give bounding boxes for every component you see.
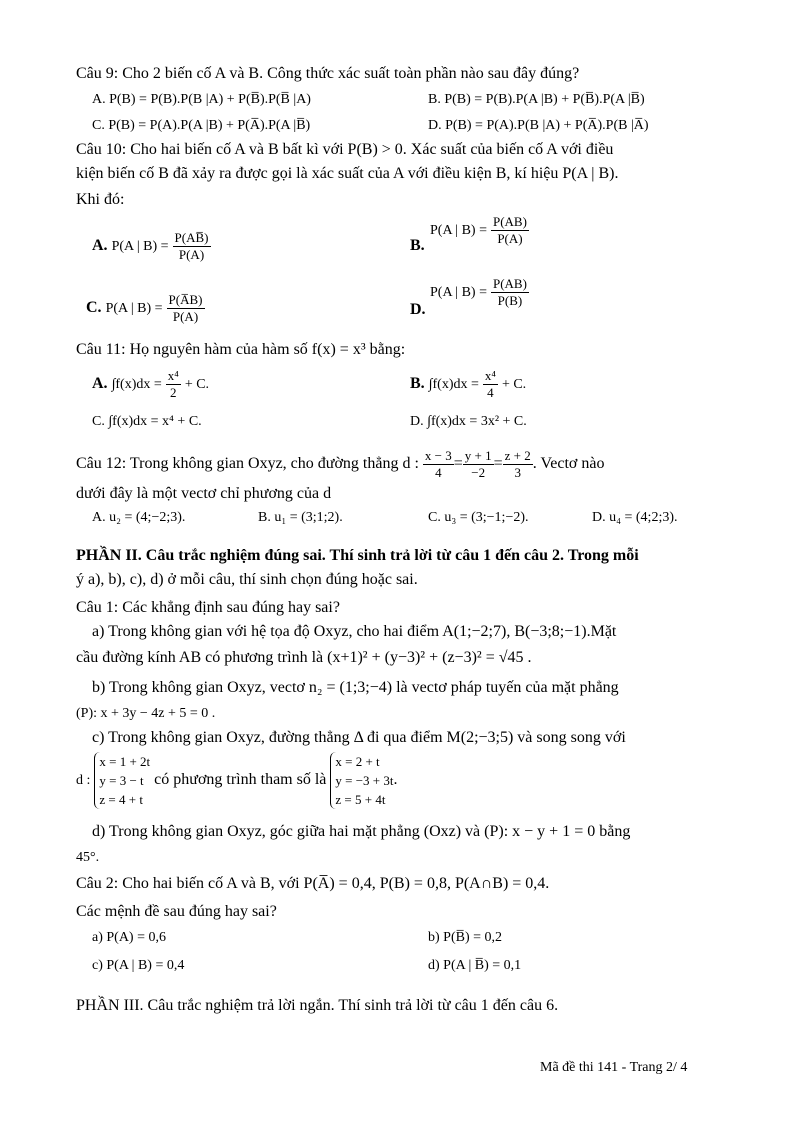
q10-a-fraction (173, 230, 211, 263)
q12-fx-num: x − 3 (424, 448, 452, 463)
q11-a-tail: + C. (184, 377, 210, 393)
p2q1-c-system2 (330, 752, 393, 809)
q10-option-b (410, 214, 527, 247)
p2q2-b: b) P(B̅) = 0,2 (428, 930, 503, 945)
q10-c-den: P(A) (172, 309, 199, 324)
p2q2-a: a) P(A) = 0,6 (92, 930, 166, 945)
p2q1-stem: Câu 1: Các khẳng định sau đúng hay sai? (76, 599, 340, 616)
q10-c-label: C. (86, 299, 102, 317)
q11-b-tail: + C. (501, 377, 527, 393)
q12-frac-x (423, 448, 454, 481)
q10-option-c (86, 292, 205, 325)
p2q1-c-system1 (94, 752, 150, 809)
q12-fz-num: z + 2 (504, 448, 531, 463)
q10-a-label: A. (92, 237, 108, 255)
p2q1-a-line2: cầu đường kính AB có phương trình là (x+1)² + (y−3)² + (z−3)² = √45 . (76, 649, 532, 666)
q10-d-lhs: P(A | B) = (430, 285, 487, 301)
page-footer: Mã đề thi 141 - Trang 2/ 4 (540, 1060, 688, 1075)
p2q1-b-line1: b) Trong không gian Oxyz, vectơ n₂ = (1;3;−4) là vectơ pháp tuyến của mặt phẳng (92, 679, 619, 696)
q10-d-den: P(B) (497, 293, 523, 308)
q9-option-d: D. P(B) = P(A).P(B |A) + P(A̅).P(B |A̅) (428, 118, 649, 133)
q11-b-lhs: ∫f(x)dx = (428, 377, 479, 393)
p2q1-c-mid: có phương trình tham số là (154, 771, 327, 789)
q12-fz-den: 3 (514, 465, 521, 480)
p2q2-line2: Các mệnh đề sau đúng hay sai? (76, 903, 277, 920)
q12-option-d: D. u₄ = (4;2;3). (592, 510, 678, 525)
part2-heading-line2: ý a), b), c), d) ở mỗi câu, thí sinh chọn đúng hoặc sai. (76, 571, 418, 588)
q10-a-lhs: P(A | B) = (111, 239, 169, 255)
q10-line2: kiện biến cố B đã xảy ra được gọi là xác suất của A với điều kiện B, kí hiệu P(A | B). (76, 165, 619, 182)
q12-stem: Câu 12: Trong không gian Oxyz, cho đường thẳng d : $\frac{x - 3}{4}$ = $\frac{y + 1}{-2}$ = $\frac{z + 2}{3}$ . Vectơ nào (76, 448, 605, 480)
q12-pre: Câu 12: Trong không gian Oxyz, cho đường thẳng d : (76, 455, 419, 473)
sys2-row2: y = −3 + 3t (335, 773, 394, 788)
p2q1-c-systems (76, 752, 398, 809)
q11-stem: Câu 11: Họ nguyên hàm của hàm số f(x) = x³ bằng: (76, 341, 406, 358)
q12-fy-den: −2 (471, 465, 486, 480)
q12-option-b: B. u₁ = (3;1;2). (258, 510, 343, 525)
q12-post: . Vectơ nào (532, 455, 605, 473)
q12-option-c: C. u₃ = (3;−1;−2). (428, 510, 529, 525)
q11-option-a (92, 368, 209, 401)
q11-a-label: A. (92, 375, 108, 393)
p2q1-d-line2: 45°. (76, 850, 100, 865)
p2q2-c: c) P(A | B) = 0,4 (92, 958, 185, 973)
q11-option-b (410, 368, 526, 401)
q10-b-num: P(AB) (492, 214, 527, 229)
p2q1-b-line2: (P): x + 3y − 4z + 5 = 0 . (76, 706, 216, 721)
q10-option-a (92, 230, 211, 263)
q11-a-den: 2 (170, 385, 177, 400)
q12-frac-y (463, 448, 494, 481)
part2-heading-line1: PHẦN II. Câu trắc nghiệm đúng sai. Thí sinh trả lời từ câu 1 đến câu 2. Trong mỗi (76, 547, 639, 564)
q10-c-num: P(A̅B) (168, 292, 203, 307)
q11-b-den: 4 (487, 385, 494, 400)
p2q1-a-line1: a) Trong không gian với hệ tọa độ Oxyz, cho hai điểm A(1;−2;7), B(−3;8;−1).Mặt (92, 623, 617, 640)
q10-c-lhs: P(A | B) = (105, 301, 163, 317)
q12-fx-den: 4 (435, 465, 442, 480)
q12-line2: dưới đây là một vectơ chỉ phương của d (76, 485, 332, 502)
q10-c-fraction (167, 292, 205, 325)
q11-a-fraction (166, 368, 181, 401)
q9-option-c: C. P(B) = P(A).P(A |B) + P(A̅).P(A |B̅) (92, 118, 311, 133)
q12-fy-num: y + 1 (464, 448, 492, 463)
q10-d-fraction (491, 276, 529, 309)
part3-heading: PHẦN III. Câu trắc nghiệm trả lời ngắn. Thí sinh trả lời từ câu 1 đến câu 6. (76, 997, 559, 1014)
q11-option-d: D. ∫f(x)dx = 3x² + C. (410, 414, 527, 429)
q10-line1: Câu 10: Cho hai biến cố A và B bất kì với P(B) > 0. Xác suất của biến cố A với điều (76, 141, 614, 158)
q12-frac-z (503, 448, 533, 481)
q10-a-num: P(AB̅) (174, 230, 209, 245)
q10-b-lhs: P(A | B) = (430, 223, 487, 239)
q10-line3: Khi đó: (76, 191, 125, 208)
q10-b-fraction (491, 214, 529, 247)
sys1-row3: z = 4 + t (99, 792, 143, 807)
sys2-row3: z = 5 + 4t (335, 792, 386, 807)
p2q2-stem: Câu 2: Cho hai biến cố A và B, với P(A̅) = 0,4, P(B) = 0,8, P(A∩B) = 0,4. (76, 875, 550, 892)
q10-d-label: D. (410, 301, 426, 318)
q9-option-a: A. P(B) = P(B).P(B |A) + P(B̅).P(B̅ |A) (92, 92, 311, 107)
q10-b-den: P(A) (497, 231, 523, 246)
q10-d-num: P(AB) (492, 276, 527, 291)
p2q2-d: d) P(A | B̅) = 0,1 (428, 958, 522, 973)
q10-a-den: P(A) (178, 247, 205, 262)
q11-a-num: x⁴ (167, 368, 179, 383)
p2q1-d-line1: d) Trong không gian Oxyz, góc giữa hai mặt phẳng (Oxz) và (P): x − y + 1 = 0 bằng (92, 823, 631, 840)
p2q1-c-d-label: d : (76, 773, 91, 789)
q11-b-label: B. (410, 375, 425, 393)
p2q1-c-end: . (393, 771, 398, 789)
q9-stem: Câu 9: Cho 2 biến cố A và B. Công thức xác suất toàn phần nào sau đây đúng? (76, 65, 580, 82)
q11-b-fraction (483, 368, 498, 401)
q11-a-lhs: ∫f(x)dx = (111, 377, 162, 393)
q9-option-b: B. P(B) = P(B).P(A |B) + P(B̅).P(A |B̅) (428, 92, 645, 107)
sys1-row2: y = 3 − t (99, 773, 144, 788)
q12-option-a: A. u₂ = (4;−2;3). (92, 510, 186, 525)
sys1-row1: x = 1 + 2t (99, 754, 151, 769)
q11-b-num: x⁴ (484, 368, 496, 383)
q11-option-c: C. ∫f(x)dx = x⁴ + C. (92, 414, 202, 429)
p2q1-c-line1: c) Trong không gian Oxyz, đường thẳng Δ đi qua điểm M(2;−3;5) và song song với (92, 729, 626, 746)
q10-b-label: B. (410, 237, 425, 254)
sys2-row1: x = 2 + t (335, 754, 380, 769)
